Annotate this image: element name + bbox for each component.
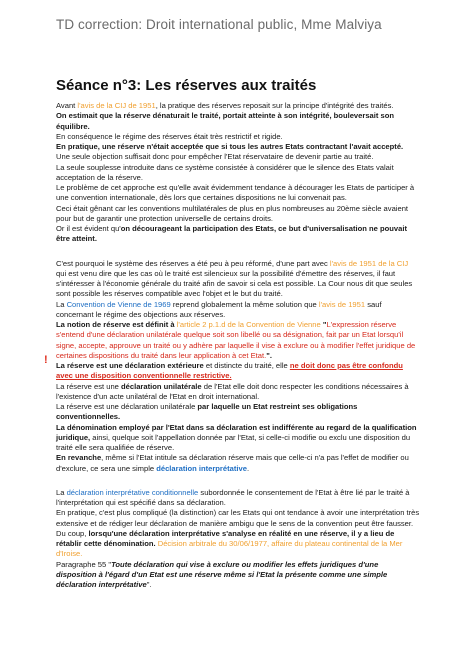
paragraph — [56, 453, 420, 474]
page-title: Séance n°3: Les réserves aux traités — [56, 77, 317, 94]
paragraph: Une seule objection suffisait donc pour empêcher l'Etat réservataire de devenir partie au traité. — [56, 152, 374, 162]
page-header: TD correction: Droit international public, Mme Malviya — [56, 17, 382, 32]
text: qui est venu dire que les cas où le traité est silencieux sur la possibilité d'émettre des réserves, il faut s'intéresser à l'économie générale du traité afin de savoir si cela est possible. La Cour nous dit que seules sont possible les réserves compatible avec l'objet et le but du traité. — [56, 268, 413, 299]
paragraph — [56, 529, 420, 560]
text: C'est pourquoi le système des réserves a été peu à peu réformé, d'une part avec — [56, 258, 330, 268]
paragraph: On estimait que la réserve dénaturait le traité, portait atteinte à son intégrité, bouleversait son équilibre. — [56, 111, 395, 131]
paragraph: En conséquence le régime des réserves était très restrictif et rigide. — [56, 131, 283, 141]
text: Du coup, — [56, 528, 89, 538]
highlighted-warning: ne doit donc pas être confondu avec une disposition conventionnelle restrictive. — [56, 361, 403, 381]
paragraph — [56, 224, 420, 245]
paragraph — [56, 402, 420, 423]
text: La dénomination employé par l'Etat dans sa déclaration est indifférente au regard de la qualification juridique, — [56, 422, 417, 442]
quoted-definition: L'expression réserve s'entend d'une déclaration unilatérale quelque soit son libellé ou sa désignation, fait par un Etat lorsqu'il signe, accepte, approuve un traité ou y adhère par laquelle il vise à exclure ou à modifier l'effet juridique de certaines dispositions du traité dans leur application à cet Etat. — [56, 320, 416, 360]
text: et distincte du traité, elle — [203, 361, 290, 370]
paragraph — [56, 423, 420, 454]
margin-exclamation-marker: ! — [44, 354, 48, 366]
text: ". — [266, 350, 272, 360]
paragraph — [56, 320, 420, 361]
paragraph — [56, 488, 420, 509]
text: subordonnée le consentement de l'Etat à être lié par le traité à l'interprétation qui est spécifié dans sa déclaration. — [56, 487, 410, 507]
paragraph: En pratique, c'est plus compliqué (la distinction) car les Etats qui ont tendance à avoir une interprétation très extensive et de rédiger leur déclaration de manière ambigu que le sens de la convention peut être fausser. — [56, 508, 420, 528]
term-declaration-interpretative: déclaration interprétative — [156, 463, 247, 473]
citation-avis-1951: l'avis de la CIJ de 1951 — [77, 101, 156, 110]
quoted-paragraph-55: Toute déclaration qui vise à exclure ou modifier les effets juridiques d'une disposition à l'égard d'un Etat est une réserve même si l'Etat la présente comme une simple déclaration interprétative — [56, 559, 388, 589]
text: ". — [146, 580, 152, 589]
paragraph — [56, 101, 420, 111]
citation-decision-arbitrale: Décision arbitrale du 30/06/1977, affaire du plateau continental de la Mer d'Iroise. — [56, 539, 403, 559]
citation-article: l'article 2 p.1.d de la Convention de Vienne — [176, 320, 321, 329]
paragraph — [56, 300, 420, 321]
text: déclaration unilatérale — [121, 381, 202, 391]
text: La notion de réserve est définit à — [56, 320, 177, 329]
text: de l'Etat elle doit donc respecter les conditions nécessaires à l'existence d'un acte unilatéral de l'Etat en droit international. — [56, 381, 409, 401]
paragraph — [56, 560, 420, 591]
text: " — [320, 320, 327, 329]
paragraph: La seule souplesse introduite dans ce système consistée à considérer que le silence des Etats valait acceptation de la réserve. — [56, 162, 394, 182]
text: on décourageant la participation des Etats, ce but d'universalisation ne pouvait être atteint. — [56, 224, 407, 244]
text: La réserve est une — [56, 381, 122, 391]
paragraph — [56, 361, 420, 382]
text: par laquelle un Etat restreint ses obligations conventionnelles. — [56, 402, 358, 422]
text: Avant — [56, 101, 78, 110]
term-declaration-conditionnelle: déclaration interprétative conditionnelle — [66, 487, 199, 497]
text: reprend globalement la même solution que — [170, 299, 319, 309]
paragraph: En pratique, une réserve n'était acceptée que si tous les autres Etats contractant l'avait accepté. — [56, 142, 404, 151]
text: La réserve est une déclaration unilatérale — [56, 402, 198, 411]
paragraph: Ceci était gênant car les conventions multilatérales de plus en plus nombreuses au 20ème siècle avaient pour but de garantir une protection universelle de certains droits. — [56, 203, 409, 223]
text: En revanche — [56, 453, 102, 463]
text: Or il est évident qu' — [56, 224, 121, 233]
paragraph — [56, 382, 420, 403]
text: . — [246, 463, 250, 473]
citation-avis-1951: l'avis de 1951 — [318, 299, 366, 309]
text: ainsi, quelque soit l'appellation donnée par l'Etat, si celle-ci modifie ou exclu une disposition du traité elle sera qualifiée de réserve. — [56, 432, 411, 452]
text: sauf concernant le régime des objections aux réserves. — [56, 299, 382, 319]
citation-convention-vienne: Convention de Vienne de 1969 — [66, 299, 171, 309]
text: lorsqu'une déclaration interprétative s'analyse en réalité en une réserve, il y a lieu de rétablir cette dénomination. — [56, 528, 395, 548]
text: , la pratique des réserves reposait sur la principe d'intégrité des traités. — [155, 101, 394, 110]
text: La réserve est une déclaration extérieure — [56, 361, 204, 370]
text: La — [56, 487, 67, 497]
text: La — [56, 299, 67, 309]
text: Paragraphe 55 " — [56, 559, 112, 569]
paragraph: Le problème de cet approche est qu'elle avait évidemment tendance à décourager les Etats de participer à une convention internationale, dès lors que certaines dispositions ne lui convenait pas. — [56, 183, 415, 203]
document-body — [56, 101, 420, 590]
paragraph — [56, 259, 420, 300]
citation-avis-1951-cij: l'avis de 1951 de la CIJ — [329, 258, 409, 268]
text: , même si l'Etat intitule sa déclaration réserve mais que celle-ci n'a pas l'effet de modifier ou d'exclure, ce sera une simple — [56, 453, 409, 473]
